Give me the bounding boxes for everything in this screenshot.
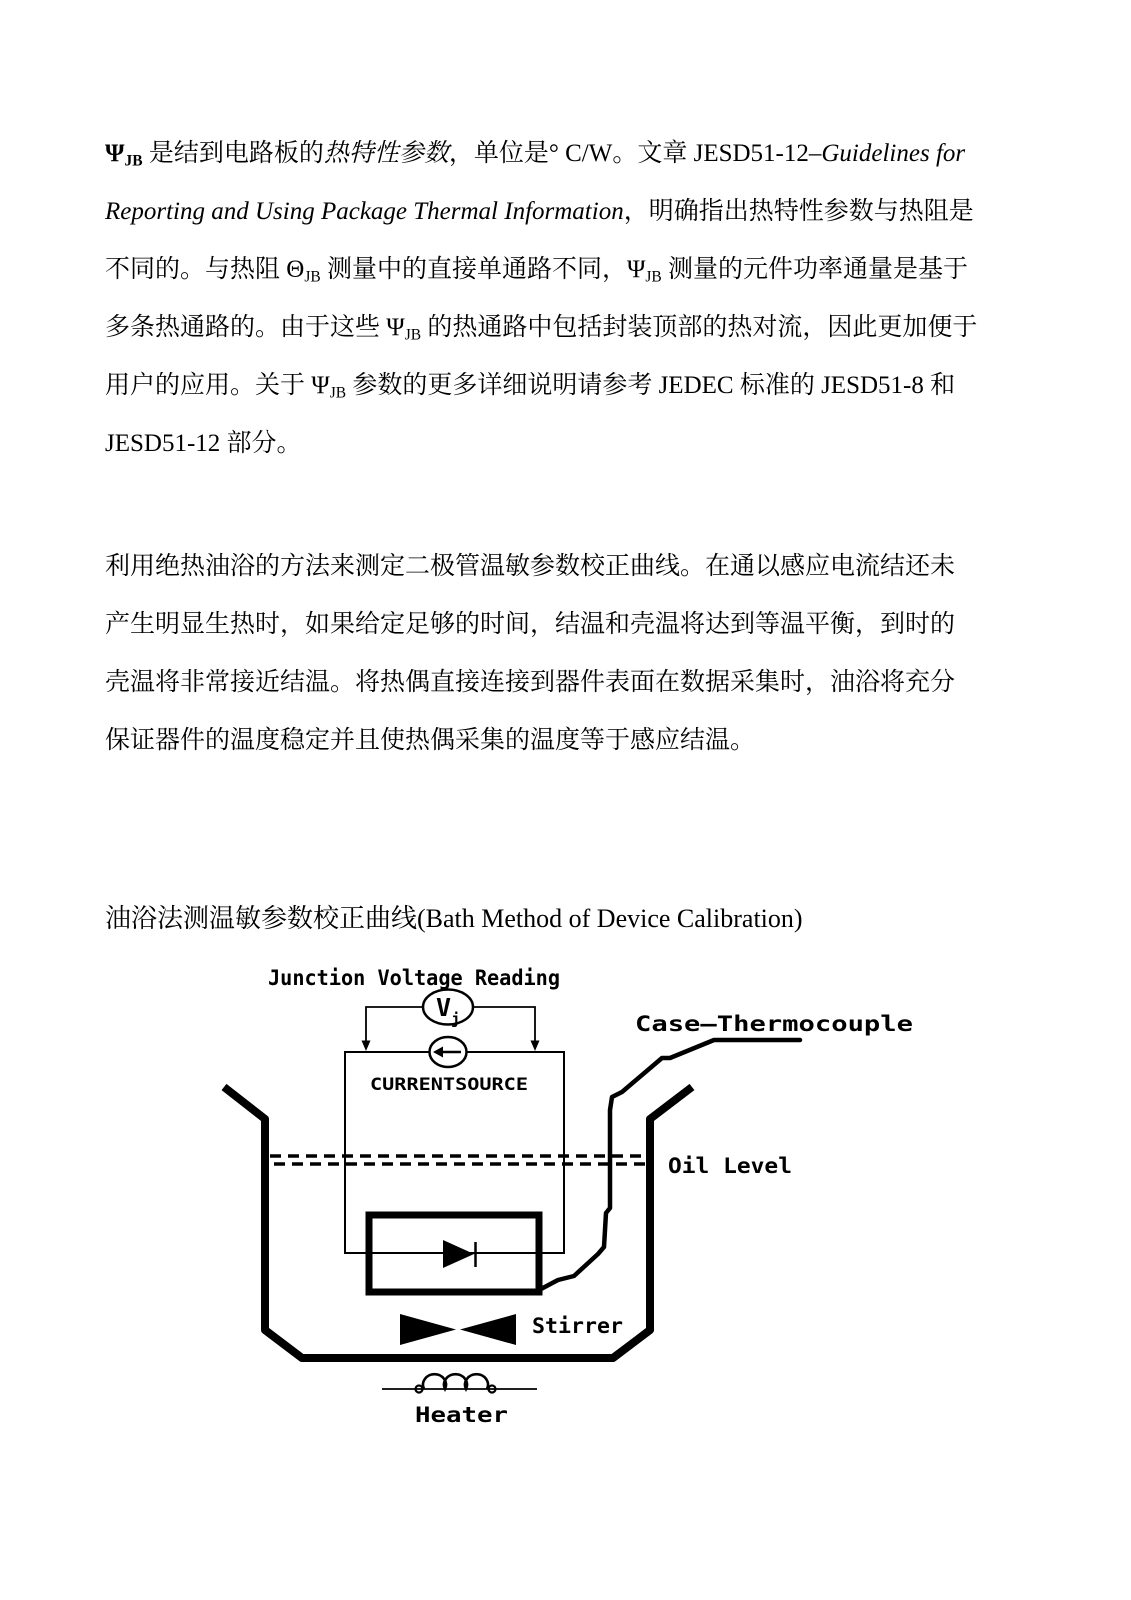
label-stirrer: Stirrer: [532, 1314, 623, 1338]
bath-method-diagram: [200, 935, 924, 1435]
arrowhead-left: [362, 1041, 371, 1052]
stirrer-symbol: [400, 1314, 516, 1345]
diode-symbol: [443, 1240, 476, 1268]
paragraph-psi-jb: [105, 125, 1035, 473]
label-heater: Heater: [415, 1403, 508, 1427]
current-source-symbol: [430, 1037, 467, 1067]
vj-subscript: j: [451, 1010, 461, 1028]
label-current-source: CURRENTSOURCE: [370, 1075, 528, 1095]
text-line: Reporting and Using Package Thermal Information，明确指出热特性参数与热阻是: [105, 198, 974, 225]
text-line: 产生明显生热时，如果给定足够的时间，结温和壳温将达到等温平衡，到时的: [105, 611, 956, 638]
heater-symbol: [382, 1374, 537, 1392]
text-line: 利用绝热油浴的方法来测定二极管温敏参数校正曲线。在通以感应电流结还未: [105, 553, 956, 580]
text-line: ΨJB 是结到电路板的热特性参数，单位是° C/W。文章 JESD51-12–Guidelines for: [105, 140, 966, 170]
label-case-thermocouple: Case—Thermocouple: [635, 1012, 913, 1036]
figure-heading: 油浴法测温敏参数校正曲线(Bath Method of Device Calibration): [105, 904, 803, 933]
text-line: JESD51-12 部分。: [105, 430, 302, 457]
text-line: 不同的。与热阻 ΘJB 测量中的直接单通路不同，ΨJB 测量的元件功率通量是基于: [105, 256, 969, 286]
arrowhead-right: [531, 1041, 540, 1052]
junction-voltmeter-symbol: [423, 990, 473, 1029]
text-line: 保证器件的温度稳定并且使热偶采集的温度等于感应结温。: [105, 727, 756, 754]
label-oil-level: Oil Level: [668, 1154, 792, 1178]
text-line: 壳温将非常接近结温。将热偶直接连接到器件表面在数据采集时，油浴将充分: [105, 669, 956, 696]
oil-level-line: [270, 1156, 646, 1164]
vj-symbol: V: [436, 993, 452, 1022]
label-junction-voltage-reading: Junction Voltage Reading: [268, 966, 560, 990]
text-line: 用户的应用。关于 ΨJB 参数的更多详细说明请参考 JEDEC 标准的 JESD51-8 和: [105, 372, 956, 402]
text-line: 多条热通路的。由于这些 ΨJB 的热通路中包括封装顶部的热对流，因此更加便于: [105, 314, 978, 344]
paragraph-oil-bath-method: [105, 538, 1035, 770]
